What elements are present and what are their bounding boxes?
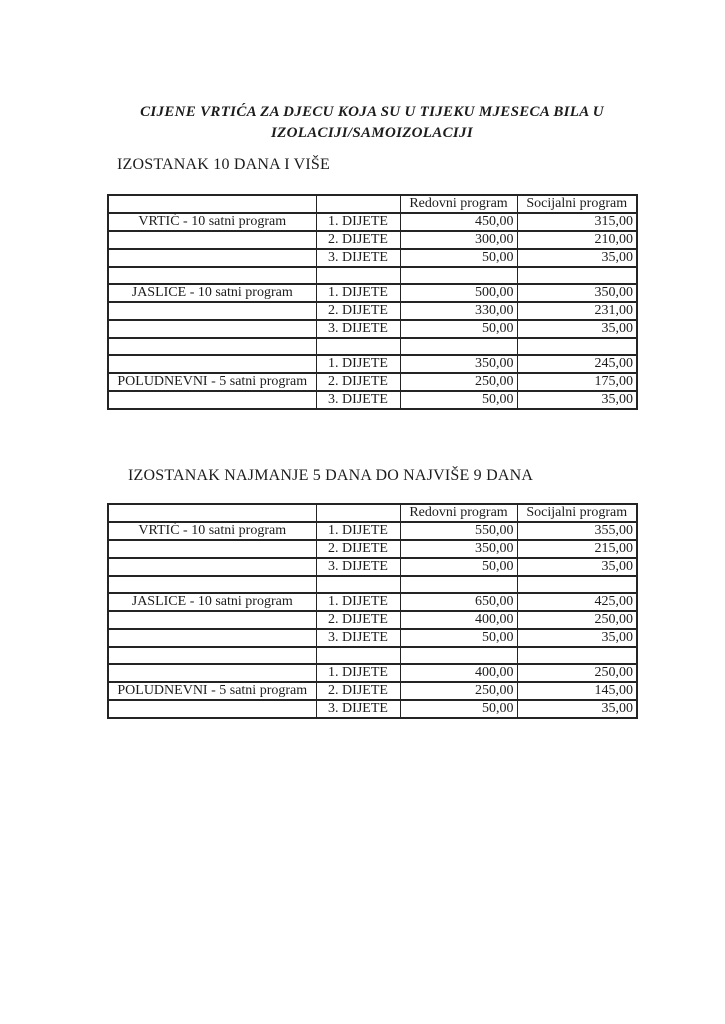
redovni-value-cell: 50,00	[400, 700, 517, 718]
table-row	[108, 540, 637, 558]
empty-cell	[108, 267, 316, 284]
redovni-value-cell: 400,00	[400, 611, 517, 629]
program-label-cell	[108, 629, 316, 647]
table-row	[108, 213, 637, 231]
redovni-value-cell: 350,00	[400, 540, 517, 558]
empty-cell	[108, 647, 316, 664]
program-label-cell: JASLICE - 10 satni program	[108, 593, 316, 611]
redovni-value-cell: 650,00	[400, 593, 517, 611]
table-row	[108, 593, 637, 611]
table-row	[108, 284, 637, 302]
program-label-cell	[108, 302, 316, 320]
empty-cell	[517, 267, 637, 284]
program-label-cell	[108, 664, 316, 682]
child-order-cell: 1. DIJETE	[316, 284, 400, 302]
child-order-cell: 2. DIJETE	[316, 611, 400, 629]
table-row	[108, 373, 637, 391]
child-order-cell: 2. DIJETE	[316, 540, 400, 558]
empty-cell	[316, 267, 400, 284]
socijalni-value-cell: 425,00	[517, 593, 637, 611]
program-label-cell	[108, 355, 316, 373]
document-title-line1: CIJENE VRTIĆA ZA DJECU KOJA SU U TIJEKU MJESECA BILA U	[140, 104, 604, 120]
empty-cell	[316, 647, 400, 664]
child-order-cell: 1. DIJETE	[316, 522, 400, 540]
socijalni-value-cell: 215,00	[517, 540, 637, 558]
table-spacer-row	[108, 338, 637, 355]
empty-cell	[517, 647, 637, 664]
program-label-cell: VRTIĆ - 10 satni program	[108, 213, 316, 231]
child-order-cell: 2. DIJETE	[316, 302, 400, 320]
column-header-empty	[108, 504, 316, 522]
child-order-cell: 1. DIJETE	[316, 664, 400, 682]
socijalni-value-cell: 250,00	[517, 611, 637, 629]
child-order-cell: 1. DIJETE	[316, 355, 400, 373]
program-label-cell	[108, 249, 316, 267]
redovni-value-cell: 50,00	[400, 391, 517, 409]
table-row	[108, 302, 637, 320]
socijalni-value-cell: 35,00	[517, 700, 637, 718]
socijalni-value-cell: 175,00	[517, 373, 637, 391]
redovni-value-cell: 350,00	[400, 355, 517, 373]
redovni-value-cell: 50,00	[400, 629, 517, 647]
socijalni-value-cell: 245,00	[517, 355, 637, 373]
program-label-cell	[108, 611, 316, 629]
redovni-value-cell: 400,00	[400, 664, 517, 682]
table-spacer-row	[108, 267, 637, 284]
child-order-cell: 2. DIJETE	[316, 373, 400, 391]
table-row	[108, 682, 637, 700]
socijalni-value-cell: 210,00	[517, 231, 637, 249]
socijalni-value-cell: 355,00	[517, 522, 637, 540]
table-row	[108, 391, 637, 409]
redovni-value-cell: 50,00	[400, 249, 517, 267]
socijalni-value-cell: 35,00	[517, 629, 637, 647]
socijalni-value-cell: 35,00	[517, 249, 637, 267]
redovni-value-cell: 450,00	[400, 213, 517, 231]
empty-cell	[400, 576, 517, 593]
empty-cell	[517, 338, 637, 355]
child-order-cell: 3. DIJETE	[316, 558, 400, 576]
redovni-value-cell: 250,00	[400, 682, 517, 700]
table-row	[108, 611, 637, 629]
column-header-redovni-program: Redovni program	[400, 504, 517, 522]
program-label-cell	[108, 231, 316, 249]
program-label-cell	[108, 320, 316, 338]
table-row	[108, 522, 637, 540]
redovni-value-cell: 250,00	[400, 373, 517, 391]
table-row	[108, 700, 637, 718]
program-label-cell: POLUDNEVNI - 5 satni program	[108, 682, 316, 700]
table-row	[108, 558, 637, 576]
socijalni-value-cell: 315,00	[517, 213, 637, 231]
socijalni-value-cell: 35,00	[517, 320, 637, 338]
table-row	[108, 320, 637, 338]
table-row	[108, 231, 637, 249]
redovni-value-cell: 300,00	[400, 231, 517, 249]
table-row	[108, 664, 637, 682]
child-order-cell: 3. DIJETE	[316, 700, 400, 718]
column-header-socijalni-program: Socijalni program	[517, 195, 637, 213]
socijalni-value-cell: 145,00	[517, 682, 637, 700]
socijalni-value-cell: 35,00	[517, 391, 637, 409]
program-label-cell: VRTIĆ - 10 satni program	[108, 522, 316, 540]
child-order-cell: 3. DIJETE	[316, 629, 400, 647]
column-header-socijalni-program: Socijalni program	[517, 504, 637, 522]
empty-cell	[400, 267, 517, 284]
empty-cell	[400, 647, 517, 664]
program-label-cell	[108, 558, 316, 576]
column-header-empty	[108, 195, 316, 213]
redovni-value-cell: 550,00	[400, 522, 517, 540]
table-row	[108, 355, 637, 373]
empty-cell	[400, 338, 517, 355]
child-order-cell: 2. DIJETE	[316, 231, 400, 249]
child-order-cell: 3. DIJETE	[316, 391, 400, 409]
column-header-empty	[316, 195, 400, 213]
table-header-row	[108, 195, 637, 213]
redovni-value-cell: 50,00	[400, 320, 517, 338]
redovni-value-cell: 500,00	[400, 284, 517, 302]
empty-cell	[316, 576, 400, 593]
child-order-cell: 3. DIJETE	[316, 320, 400, 338]
socijalni-value-cell: 250,00	[517, 664, 637, 682]
table-spacer-row	[108, 647, 637, 664]
child-order-cell: 1. DIJETE	[316, 593, 400, 611]
child-order-cell: 1. DIJETE	[316, 213, 400, 231]
table-header-row	[108, 504, 637, 522]
price-table-izostanak-5-do-9-dana	[107, 503, 638, 719]
table-spacer-row	[108, 576, 637, 593]
column-header-redovni-program: Redovni program	[400, 195, 517, 213]
program-label-cell: POLUDNEVNI - 5 satni program	[108, 373, 316, 391]
empty-cell	[108, 338, 316, 355]
section-1-heading: IZOSTANAK 10 DANA I VIŠE	[117, 156, 330, 173]
redovni-value-cell: 50,00	[400, 558, 517, 576]
table-row	[108, 629, 637, 647]
section-2-heading: IZOSTANAK NAJMANJE 5 DANA DO NAJVIŠE 9 DANA	[128, 467, 534, 484]
empty-cell	[108, 576, 316, 593]
column-header-empty	[316, 504, 400, 522]
program-label-cell	[108, 391, 316, 409]
program-label-cell	[108, 700, 316, 718]
document-title	[107, 102, 637, 144]
program-label-cell	[108, 540, 316, 558]
document-title-line2: IZOLACIJI/SAMOIZOLACIJI	[271, 125, 473, 141]
socijalni-value-cell: 35,00	[517, 558, 637, 576]
price-table-izostanak-10-dana	[107, 194, 638, 410]
child-order-cell: 3. DIJETE	[316, 249, 400, 267]
table-row	[108, 249, 637, 267]
child-order-cell: 2. DIJETE	[316, 682, 400, 700]
redovni-value-cell: 330,00	[400, 302, 517, 320]
empty-cell	[316, 338, 400, 355]
socijalni-value-cell: 231,00	[517, 302, 637, 320]
empty-cell	[517, 576, 637, 593]
socijalni-value-cell: 350,00	[517, 284, 637, 302]
program-label-cell: JASLICE - 10 satni program	[108, 284, 316, 302]
